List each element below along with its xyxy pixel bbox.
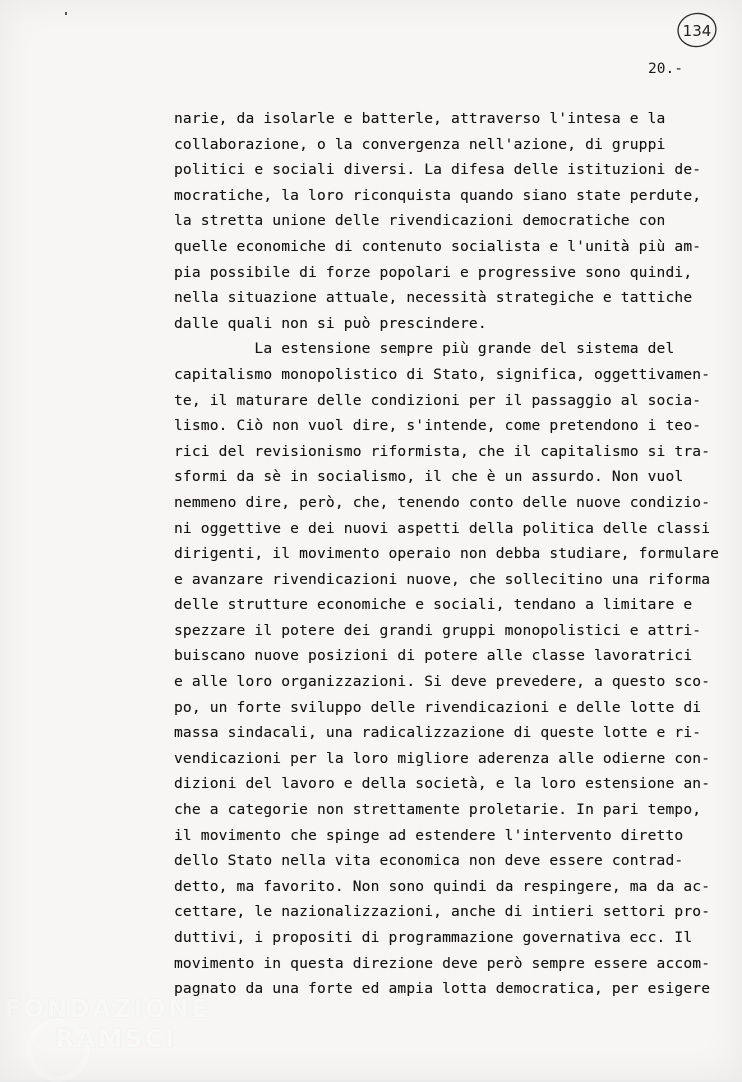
- text-line: che a categorie non strettamente proletarie. In pari tempo,: [174, 801, 702, 819]
- text-line: dizioni del lavoro e della società, e la loro estensione an-: [174, 775, 711, 793]
- text-line: detto, ma favorito. Non sono quindi da respingere, ma da ac-: [174, 877, 711, 895]
- text-line: capitalismo monopolistico di Stato, significa, oggettivamen-: [174, 365, 711, 383]
- text-line: nella situazione attuale, necessità strategiche e tattiche: [174, 289, 693, 307]
- text-line: collaborazione, o la convergenza nell'azione, di gruppi: [174, 135, 666, 153]
- text-line: te, il maturare delle condizioni per il passaggio al socia-: [174, 391, 702, 409]
- text-line: ni oggettive e dei nuovi aspetti della politica delle classi: [174, 519, 711, 537]
- text-line: rici del revisionismo riformista, che il capitalismo si tra-: [174, 442, 711, 460]
- text-line: cettare, le nazionalizzazioni, anche di intieri settori pro-: [174, 903, 711, 921]
- archive-number-text: 134: [682, 22, 712, 40]
- text-line: lismo. Ciò non vuol dire, s'intende, come pretendono i teo-: [174, 417, 702, 435]
- archive-watermark: [0, 992, 211, 1080]
- text-line: dalle quali non si può prescindere.: [174, 314, 487, 332]
- text-line: pagnato da una forte ed ampia lotta democratica, per esigere: [174, 980, 711, 998]
- ink-speck: [65, 12, 67, 15]
- text-line: po, un forte sviluppo delle rivendicazioni e delle lotte di: [174, 698, 702, 716]
- text-line: e alle loro organizzazioni. Si deve prevedere, a questo sco-: [174, 673, 711, 691]
- typewritten-body: [174, 106, 720, 1002]
- archive-stamp: [676, 11, 718, 49]
- watermark-line-2: RAMSCI: [55, 1024, 177, 1053]
- watermark-line-1: FONDAZIONE: [4, 994, 211, 1023]
- text-line: e avanzare rivendicazioni nuove, che sollecitino una riforma: [174, 570, 711, 588]
- text-line: mocratiche, la loro riconquista quando siano state perdute,: [174, 186, 702, 204]
- text-line: movimento in questa direzione deve però sempre essere accom-: [174, 954, 711, 972]
- text-line: narie, da isolarle e batterle, attraverso l'intesa e la: [174, 110, 666, 127]
- text-line: sformi da sè in socialismo, il che è un assurdo. Non vuol: [174, 468, 684, 486]
- text-line: vendicazioni per la loro migliore aderenza alle odierne con-: [174, 749, 711, 767]
- text-line: pia possibile di forze popolari e progressive sono quindi,: [174, 263, 693, 281]
- page-number: 20.-: [648, 61, 683, 77]
- text-line: duttivi, i propositi di programmazione governativa ecc. Il: [174, 929, 693, 946]
- text-line: dello Stato nella vita economica non deve essere contrad-: [174, 852, 684, 870]
- text-line: la stretta unione delle rivendicazioni democratiche con: [174, 212, 666, 230]
- text-line: nemmeno dire, però, che, tenendo conto delle nuove condizio-: [174, 493, 711, 511]
- archive-number-circle: [676, 11, 718, 49]
- text-line: delle strutture economiche e sociali, tendano a limitare e: [174, 596, 693, 614]
- text-line: quelle economiche di contenuto socialista e l'unità più am-: [174, 237, 702, 255]
- text-line: dirigenti, il movimento operaio non debba studiare, formulare: [174, 545, 720, 563]
- text-line: politici e sociali diversi. La difesa delle istituzioni de-: [174, 161, 702, 179]
- text-line: buiscano nuove posizioni di potere alle classe lavoratrici: [174, 647, 693, 665]
- text-line: massa sindacali, una radicalizzazione di queste lotte e ri-: [174, 724, 702, 742]
- text-line: spezzare il potere dei grandi gruppi monopolistici e attri-: [174, 621, 702, 639]
- text-line: il movimento che spinge ad estendere l'intervento diretto: [174, 826, 684, 844]
- text-line: La estensione sempre più grande del sistema del: [174, 340, 675, 358]
